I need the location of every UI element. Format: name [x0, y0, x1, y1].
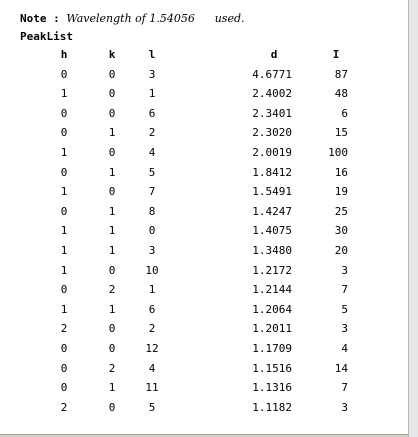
cell-h: 1	[60, 263, 68, 277]
cell-l: 0	[148, 224, 156, 238]
table-row	[0, 166, 408, 186]
cell-d: 2.3020	[252, 126, 292, 140]
table-row	[0, 362, 408, 382]
cell-l: 12	[145, 341, 159, 355]
cell-k: 0	[108, 322, 116, 336]
wavelength-text: Wavelength of 1.54056	[66, 12, 195, 25]
header-h: h	[60, 48, 68, 61]
cell-k: 0	[108, 106, 116, 120]
cell-d: 2.3401	[252, 106, 292, 120]
cell-h: 2	[60, 400, 68, 414]
cell-i: 3	[341, 322, 348, 336]
cell-k: 1	[108, 243, 116, 257]
wavelength-note	[20, 12, 245, 25]
cell-k: 0	[108, 400, 116, 414]
cell-h: 1	[60, 243, 68, 257]
cell-l: 11	[145, 381, 159, 395]
cell-d: 1.5491	[252, 185, 292, 199]
cell-k: 0	[108, 185, 116, 199]
cell-k: 1	[108, 165, 116, 179]
cell-h: 1	[60, 224, 68, 238]
cell-i: 4	[341, 341, 348, 355]
cell-d: 1.8412	[252, 165, 292, 179]
cell-l: 5	[148, 400, 156, 414]
cell-k: 2	[108, 361, 116, 375]
cell-l: 6	[148, 302, 156, 316]
cell-k: 2	[108, 283, 116, 297]
cell-i: 5	[341, 302, 348, 316]
cell-i: 48	[334, 87, 348, 101]
cell-h: 1	[60, 302, 68, 316]
table-row	[0, 342, 408, 362]
cell-i: 7	[341, 381, 348, 395]
cell-l: 6	[148, 106, 156, 120]
cell-i: 30	[334, 224, 348, 238]
table-row	[0, 87, 408, 107]
cell-l: 3	[148, 67, 156, 81]
table-row	[0, 303, 408, 323]
cell-l: 1	[148, 87, 156, 101]
cell-l: 7	[148, 185, 156, 199]
cell-d: 1.2064	[252, 302, 292, 316]
cell-h: 1	[60, 185, 68, 199]
table-row	[0, 401, 408, 421]
cell-k: 1	[108, 381, 116, 395]
table-row	[0, 283, 408, 303]
cell-k: 0	[108, 145, 116, 159]
cell-h: 0	[60, 361, 68, 375]
table-row	[0, 244, 408, 264]
cell-h: 0	[60, 341, 68, 355]
cell-h: 0	[60, 165, 68, 179]
cell-l: 2	[148, 126, 156, 140]
cell-k: 0	[108, 341, 116, 355]
header-d: d	[270, 48, 278, 61]
cell-l: 3	[148, 243, 156, 257]
cell-i: 6	[341, 106, 348, 120]
cell-i: 3	[341, 400, 348, 414]
cell-h: 0	[60, 106, 68, 120]
cell-l: 4	[148, 361, 156, 375]
cell-l: 2	[148, 322, 156, 336]
cell-d: 1.4247	[252, 204, 292, 218]
cell-d: 1.1182	[252, 400, 292, 414]
peak-table	[0, 48, 408, 420]
cell-h: 0	[60, 381, 68, 395]
cell-h: 0	[60, 283, 68, 297]
table-row	[0, 126, 408, 146]
cell-l: 5	[148, 165, 156, 179]
table-header-row	[0, 48, 408, 68]
table-row	[0, 68, 408, 88]
cell-d: 4.6771	[252, 67, 292, 81]
cell-h: 1	[60, 145, 68, 159]
cell-l: 8	[148, 204, 156, 218]
cell-i: 87	[334, 67, 348, 81]
cell-h: 0	[60, 67, 68, 81]
cell-d: 1.3480	[252, 243, 292, 257]
cell-i: 25	[334, 204, 348, 218]
cell-d: 1.1516	[252, 361, 292, 375]
table-row	[0, 264, 408, 284]
header-l: l	[148, 48, 156, 61]
table-row	[0, 381, 408, 401]
cell-d: 1.1709	[252, 341, 292, 355]
table-row	[0, 107, 408, 127]
cell-k: 1	[108, 126, 116, 140]
cell-i: 19	[334, 185, 348, 199]
cell-k: 0	[108, 263, 116, 277]
header-k: k	[108, 48, 116, 61]
cell-h: 0	[60, 204, 68, 218]
cell-d: 1.2172	[252, 263, 292, 277]
cell-d: 1.4075	[252, 224, 292, 238]
cell-d: 2.4002	[252, 87, 292, 101]
cell-i: 7	[341, 283, 348, 297]
cell-h: 0	[60, 126, 68, 140]
cell-i: 3	[341, 263, 348, 277]
cell-i: 16	[334, 165, 348, 179]
table-row	[0, 146, 408, 166]
table-row	[0, 224, 408, 244]
cell-k: 1	[108, 204, 116, 218]
cell-k: 0	[108, 87, 116, 101]
cell-k: 0	[108, 67, 116, 81]
note-suffix: used.	[214, 12, 245, 25]
cell-l: 10	[145, 263, 159, 277]
cell-l: 4	[148, 145, 156, 159]
cell-h: 2	[60, 322, 68, 336]
note-label: Note :	[20, 12, 60, 25]
cell-d: 1.1316	[252, 381, 292, 395]
header-i: I	[332, 48, 340, 61]
peaklist-title: PeakList	[20, 30, 73, 43]
cell-d: 2.0019	[252, 145, 292, 159]
table-row	[0, 205, 408, 225]
cell-l: 1	[148, 283, 156, 297]
cell-d: 1.2144	[252, 283, 292, 297]
table-row	[0, 185, 408, 205]
cell-h: 1	[60, 87, 68, 101]
vertical-scrollbar[interactable]	[408, 0, 418, 437]
cell-i: 20	[334, 243, 348, 257]
cell-k: 1	[108, 224, 116, 238]
cell-i: 14	[334, 361, 348, 375]
cell-k: 1	[108, 302, 116, 316]
cell-i: 15	[334, 126, 348, 140]
table-row	[0, 322, 408, 342]
cell-i: 100	[328, 145, 348, 159]
cell-d: 1.2011	[252, 322, 292, 336]
